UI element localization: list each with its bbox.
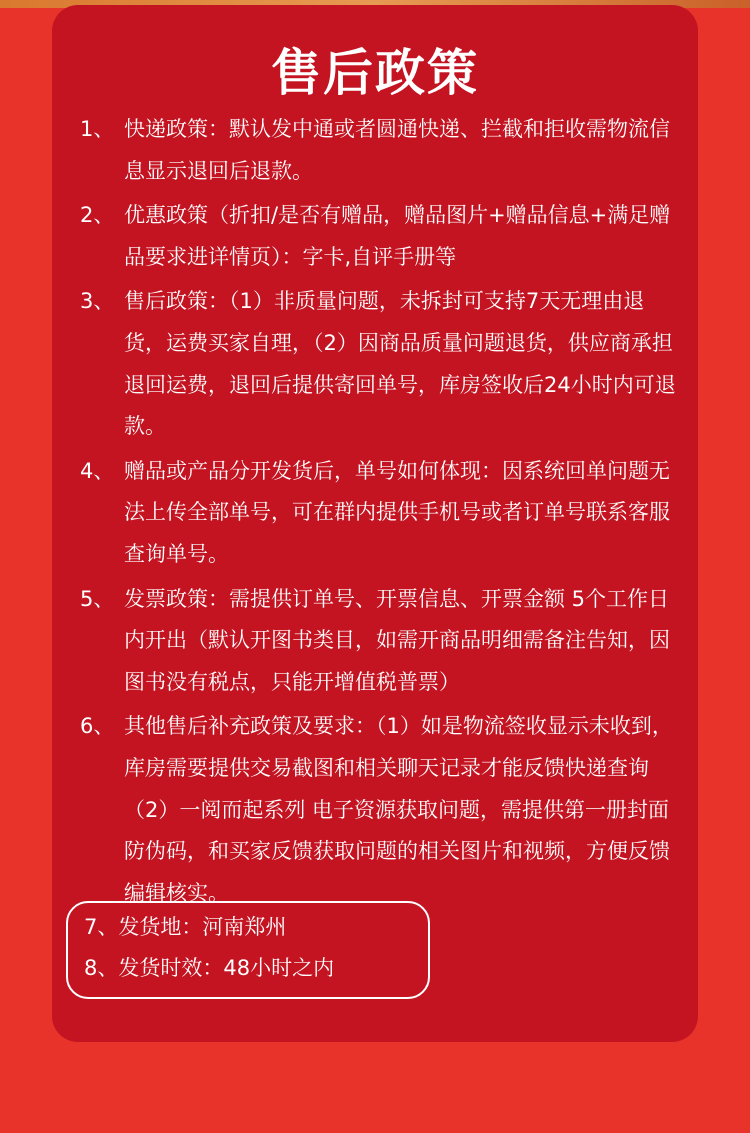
shipping-origin: 7、发货地：河南郑州 [84, 915, 287, 939]
policy-number: 4、 [80, 458, 115, 483]
policy-number: 2、 [80, 203, 115, 228]
policy-text: 快递政策：默认发中通或者圆通快递、拦截和拒收需物流信息显示退回后退款。 [124, 117, 670, 183]
policy-text: 其他售后补充政策及要求：（1）如是物流签收显示未收到，库房需要提供交易截图和相关聊天记录才能反馈快递查询（2）一阅而起系列 电子资源获取问题，需提供第一册封面防伪码，和买家反馈获取问题的相关图片和视频，方便反馈编辑核实。 [124, 714, 673, 905]
policy-text: 发票政策：需提供订单号、开票信息、开票金额 5个工作日内开出（默认开图书类目，如需开商品明细需备注告知，因图书没有税点，只能开增值税普票） [124, 586, 670, 694]
policy-item-5 [80, 579, 680, 704]
policy-number: 1、 [80, 117, 115, 141]
policy-number: 3、 [80, 289, 115, 314]
policy-number: 6、 [80, 714, 115, 739]
policy-item-1 [80, 109, 680, 192]
policy-item-4 [80, 451, 680, 576]
policy-number: 5、 [80, 586, 115, 611]
shipping-info-box [66, 901, 430, 999]
policy-text: 赠品或产品分开发货后，单号如何体现：因系统回单问题无法上传全部单号，可在群内提供手机号或者订单号联系客服查询单号。 [124, 458, 670, 566]
policy-item-6 [80, 706, 680, 914]
policy-list [80, 109, 680, 917]
policy-item-2 [80, 195, 680, 278]
policy-text: 售后政策：（1）非质量问题，未拆封可支持7天无理由退货，运费买家自理，（2）因商品质量问题退货，供应商承担退回运费，退回后提供寄回单号，库房签收后24小时内可退款。 [124, 289, 676, 439]
policy-item-3 [80, 281, 680, 447]
after-sales-policy-card [52, 5, 698, 1042]
policy-text: 优惠政策（折扣/是否有赠品，赠品图片+赠品信息+满足赠品要求进详情页）：字卡,自评手册等 [124, 203, 671, 269]
shipping-time: 8、发货时效：48小时之内 [84, 956, 335, 980]
page-title: 售后政策 [271, 44, 479, 102]
